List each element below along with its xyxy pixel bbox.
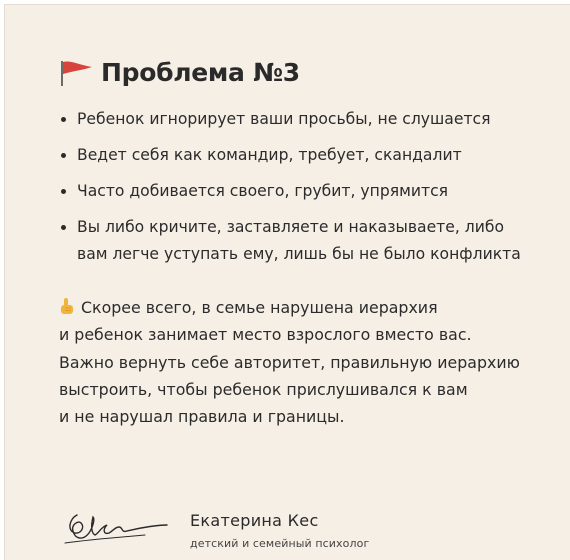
- list-item-text-line-1: Вы либо кричите, заставляете и наказываете, либо: [77, 218, 505, 236]
- bullet-dot: [61, 153, 66, 158]
- conclusion-line: Важно вернуть себе авторитет, правильную иерархию: [59, 352, 520, 372]
- list-item: [61, 142, 561, 169]
- page-title: Проблема №3: [101, 58, 300, 87]
- list-item-text: Ведет себя как командир, требует, скандалит: [77, 146, 462, 164]
- title-row: [59, 58, 300, 87]
- content-card: [4, 4, 570, 560]
- pointing-up-finger-icon: [59, 296, 75, 314]
- bullet-dot: [61, 117, 66, 122]
- author-role: детский и семейный психолог: [190, 537, 370, 550]
- list-item-text: Часто добивается своего, грубит, упрямится: [77, 182, 449, 200]
- conclusion-line: [59, 294, 569, 321]
- list-item: [61, 178, 561, 205]
- bullet-dot: [61, 225, 66, 230]
- list-item-text: Ребенок игнорирует ваши просьбы, не слушается: [77, 110, 491, 128]
- conclusion-line: выстроить, чтобы ребенок прислушивался к вам: [59, 379, 468, 399]
- author-name: Екатерина Кес: [190, 511, 319, 530]
- bullet-dot: [61, 189, 66, 194]
- list-item-text-line-2: вам легче уступать ему, лишь бы не было конфликта: [77, 245, 521, 263]
- list-item: [61, 214, 561, 268]
- list-item: [61, 106, 561, 133]
- handwritten-signature-icon: [63, 503, 173, 553]
- problem-list: [61, 106, 561, 277]
- conclusion-text: Скорее всего, в семье нарушена иерархия: [81, 298, 438, 317]
- triangular-flag-icon: [59, 59, 95, 87]
- conclusion-line: и не нарушал правила и границы.: [59, 407, 345, 427]
- conclusion-line: и ребенок занимает место взрослого вместо вас.: [59, 325, 472, 345]
- conclusion-paragraph: [59, 294, 569, 430]
